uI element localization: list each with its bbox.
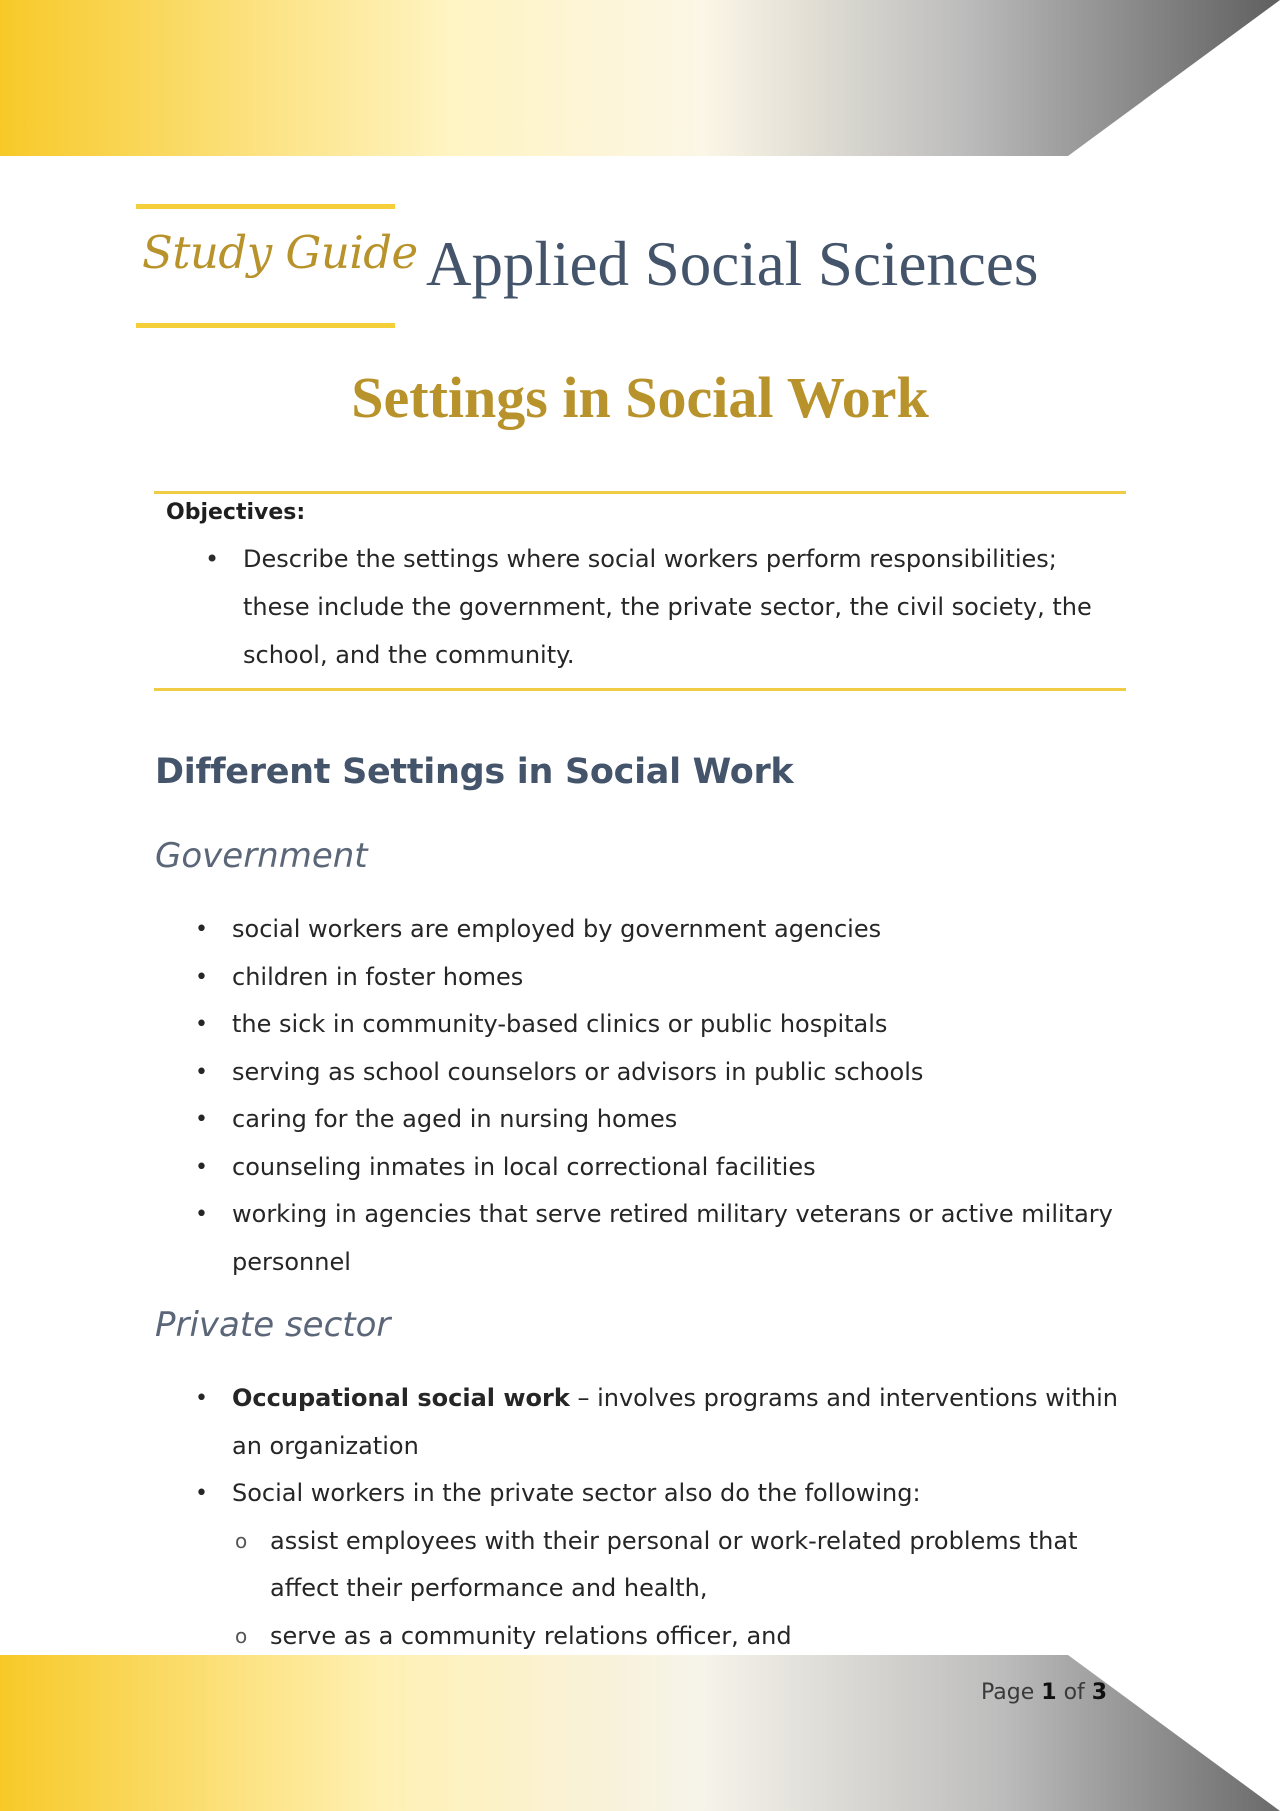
header-decorative-band [0, 0, 1280, 156]
list-item: • counseling inmates in local correctional facilities [192, 1144, 1137, 1192]
objectives-label: Objectives: [166, 500, 306, 525]
section-heading: Different Settings in Social Work [155, 752, 794, 792]
list-item [192, 1375, 1137, 1470]
government-list [192, 906, 1137, 1286]
sub-list-item: o serve as a community relations officer, and [192, 1613, 1137, 1661]
badge-top-rule [136, 204, 395, 209]
page-number [981, 1680, 1107, 1705]
sub-list-item: o assist employees with their personal or work-related problems that affect their performance and health, [192, 1518, 1137, 1613]
course-title: Applied Social Sciences [426, 229, 1039, 299]
government-heading: Government [155, 836, 368, 876]
page-total: 3 [1091, 1680, 1108, 1705]
badge-bottom-rule [136, 323, 395, 328]
occupational-description: – involves programs and interventions within an organization [232, 1384, 1118, 1460]
occupational-term: Occupational social work [232, 1384, 570, 1412]
list-item: • caring for the aged in nursing homes [192, 1096, 1137, 1144]
objective-item: Describe the settings where social workers perform responsibilities; these include the government, the private sector, the civil society, the school, and the community. [243, 545, 1092, 669]
list-item: • children in foster homes [192, 954, 1137, 1002]
objectives-bottom-rule [154, 688, 1126, 691]
page-label: Page [981, 1680, 1035, 1705]
badge-label: Study Guide [142, 226, 418, 279]
list-item: • Social workers in the private sector also do the following: [192, 1470, 1137, 1518]
private-sector-sub-list [192, 1518, 1137, 1661]
list-item: • working in agencies that serve retired military veterans or active military personnel [192, 1191, 1137, 1286]
objective-bullet: • [205, 545, 220, 573]
list-item: • social workers are employed by government agencies [192, 906, 1137, 954]
list-item: • serving as school counselors or advisors in public schools [192, 1049, 1137, 1097]
page-current: 1 [1041, 1680, 1057, 1705]
of-label: of [1063, 1680, 1085, 1705]
private-sector-list [192, 1375, 1137, 1660]
footer-decorative-band [0, 1655, 1280, 1811]
study-guide-badge [136, 204, 418, 329]
document-title: Settings in Social Work [351, 365, 929, 430]
private-sector-heading: Private sector [155, 1305, 391, 1345]
list-item: • the sick in community-based clinics or public hospitals [192, 1001, 1137, 1049]
objectives-top-rule [154, 491, 1126, 494]
sub-list-container [192, 1518, 1137, 1661]
